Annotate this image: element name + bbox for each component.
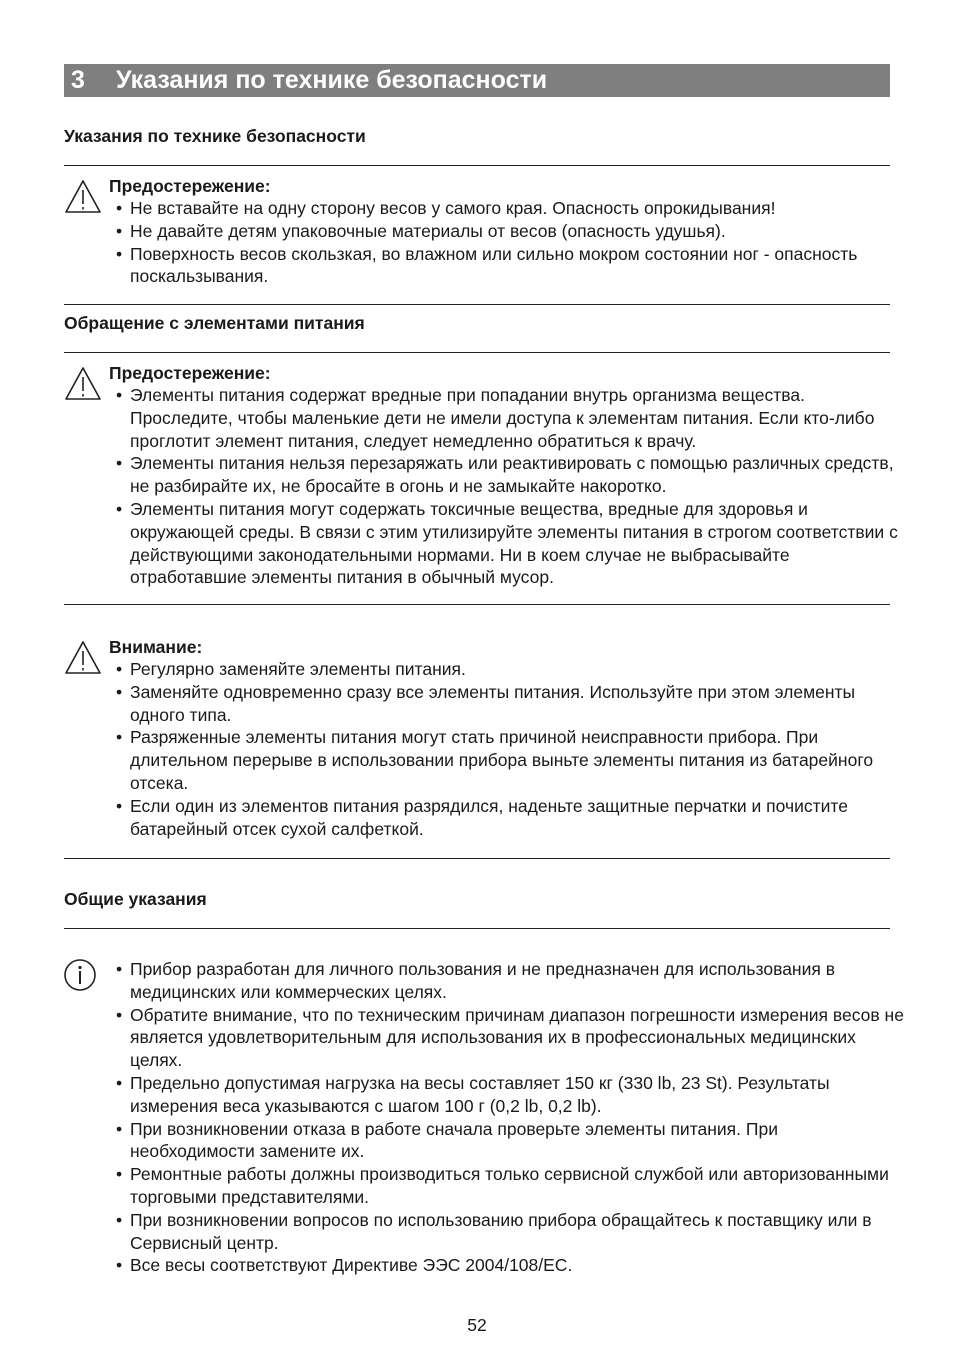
list-item: • Элементы питания нельзя перезаряжать или реактивировать с помощью различных средств, не разбирайте их, не бросайте в огонь и не замыкайте накоротко.: [116, 452, 906, 498]
list-item: • Не вставайте на одну сторону весов у самого края. Опасность опрокидывания!: [116, 197, 906, 220]
warning-label: Предостережение:: [109, 363, 271, 383]
list-item: • Поверхность весов скользкая, во влажном или сильно мокром состоянии ног - опасность поскальзывания.: [116, 243, 906, 289]
chapter-number: 3: [71, 66, 85, 94]
list-item: • При возникновении отказа в работе сначала проверьте элементы питания. При необходимости замените их.: [116, 1118, 906, 1164]
warning-triangle-icon: [64, 640, 102, 676]
section-heading-batteries: Обращение с элементами питания: [64, 313, 365, 333]
list-item: • Прибор разработан для личного пользования и не предназначен для использования в медицинских или коммерческих целях.: [116, 958, 906, 1004]
warning-list: [116, 197, 906, 288]
list-item: • Ремонтные работы должны производиться только сервисной службой или авторизованными торговыми представителями.: [116, 1163, 906, 1209]
info-list: [116, 958, 906, 1277]
chapter-title: Указания по технике безопасности: [116, 66, 548, 94]
divider: [64, 604, 890, 605]
list-item: • Обратите внимание, что по техническим причинам диапазон погрешности измерения весов не является удовлетворительным для использования их в профессиональных медицинских целях.: [116, 1004, 906, 1072]
list-item: • Все весы соответствуют Директиве ЭЭС 2004/108/EC.: [116, 1254, 906, 1277]
info-circle-icon: [62, 958, 100, 994]
warning-label: Предостережение:: [109, 176, 271, 196]
caution-list: [116, 658, 906, 840]
warning-triangle-icon: [64, 366, 102, 402]
divider: [64, 165, 890, 166]
list-item: • Элементы питания могут содержать токсичные вещества, вредные для здоровья и окружающей среды. В связи с этим утилизируйте элементы питания в строгом соответствии с действующими законодательными нормами. Ни в коем случае не выбрасывайте отработавшие элементы питания в обычный мусор.: [116, 498, 906, 589]
list-item: • Если один из элементов питания разрядился, наденьте защитные перчатки и почистите батарейный отсек сухой салфеткой.: [116, 795, 906, 841]
list-item: • Разряженные элементы питания могут стать причиной неисправности прибора. При длительном перерыве в использовании прибора выньте элементы питания из батарейного отсека.: [116, 726, 906, 794]
section-heading-general: Общие указания: [64, 889, 207, 909]
warning-triangle-icon: [64, 179, 102, 215]
divider: [64, 352, 890, 353]
chapter-header: [64, 64, 890, 97]
list-item: • Элементы питания содержат вредные при попадании внутрь организма вещества. Проследите, чтобы маленькие дети не имели доступа к элементам питания. Если кто-либо проглотит элемент питания, следует немедленно обратиться к врачу.: [116, 384, 906, 452]
divider: [64, 858, 890, 859]
warning-list: [116, 384, 906, 589]
page-number: 52: [467, 1315, 487, 1335]
list-item: • Не давайте детям упаковочные материалы от весов (опасность удушья).: [116, 220, 906, 243]
list-item: • При возникновении вопросов по использованию прибора обращайтесь к поставщику или в Сервисный центр.: [116, 1209, 906, 1255]
list-item: • Регулярно заменяйте элементы питания.: [116, 658, 906, 681]
divider: [64, 928, 890, 929]
divider: [64, 304, 890, 305]
section-heading-safety: Указания по технике безопасности: [64, 126, 366, 146]
list-item: • Заменяйте одновременно сразу все элементы питания. Используйте при этом элементы одного типа.: [116, 681, 906, 727]
list-item: • Предельно допустимая нагрузка на весы составляет 150 кг (330 lb, 23 St). Результаты измерения веса указываются с шагом 100 г (0,2 lb, 0,2 lb).: [116, 1072, 906, 1118]
caution-label: Внимание:: [109, 637, 203, 657]
